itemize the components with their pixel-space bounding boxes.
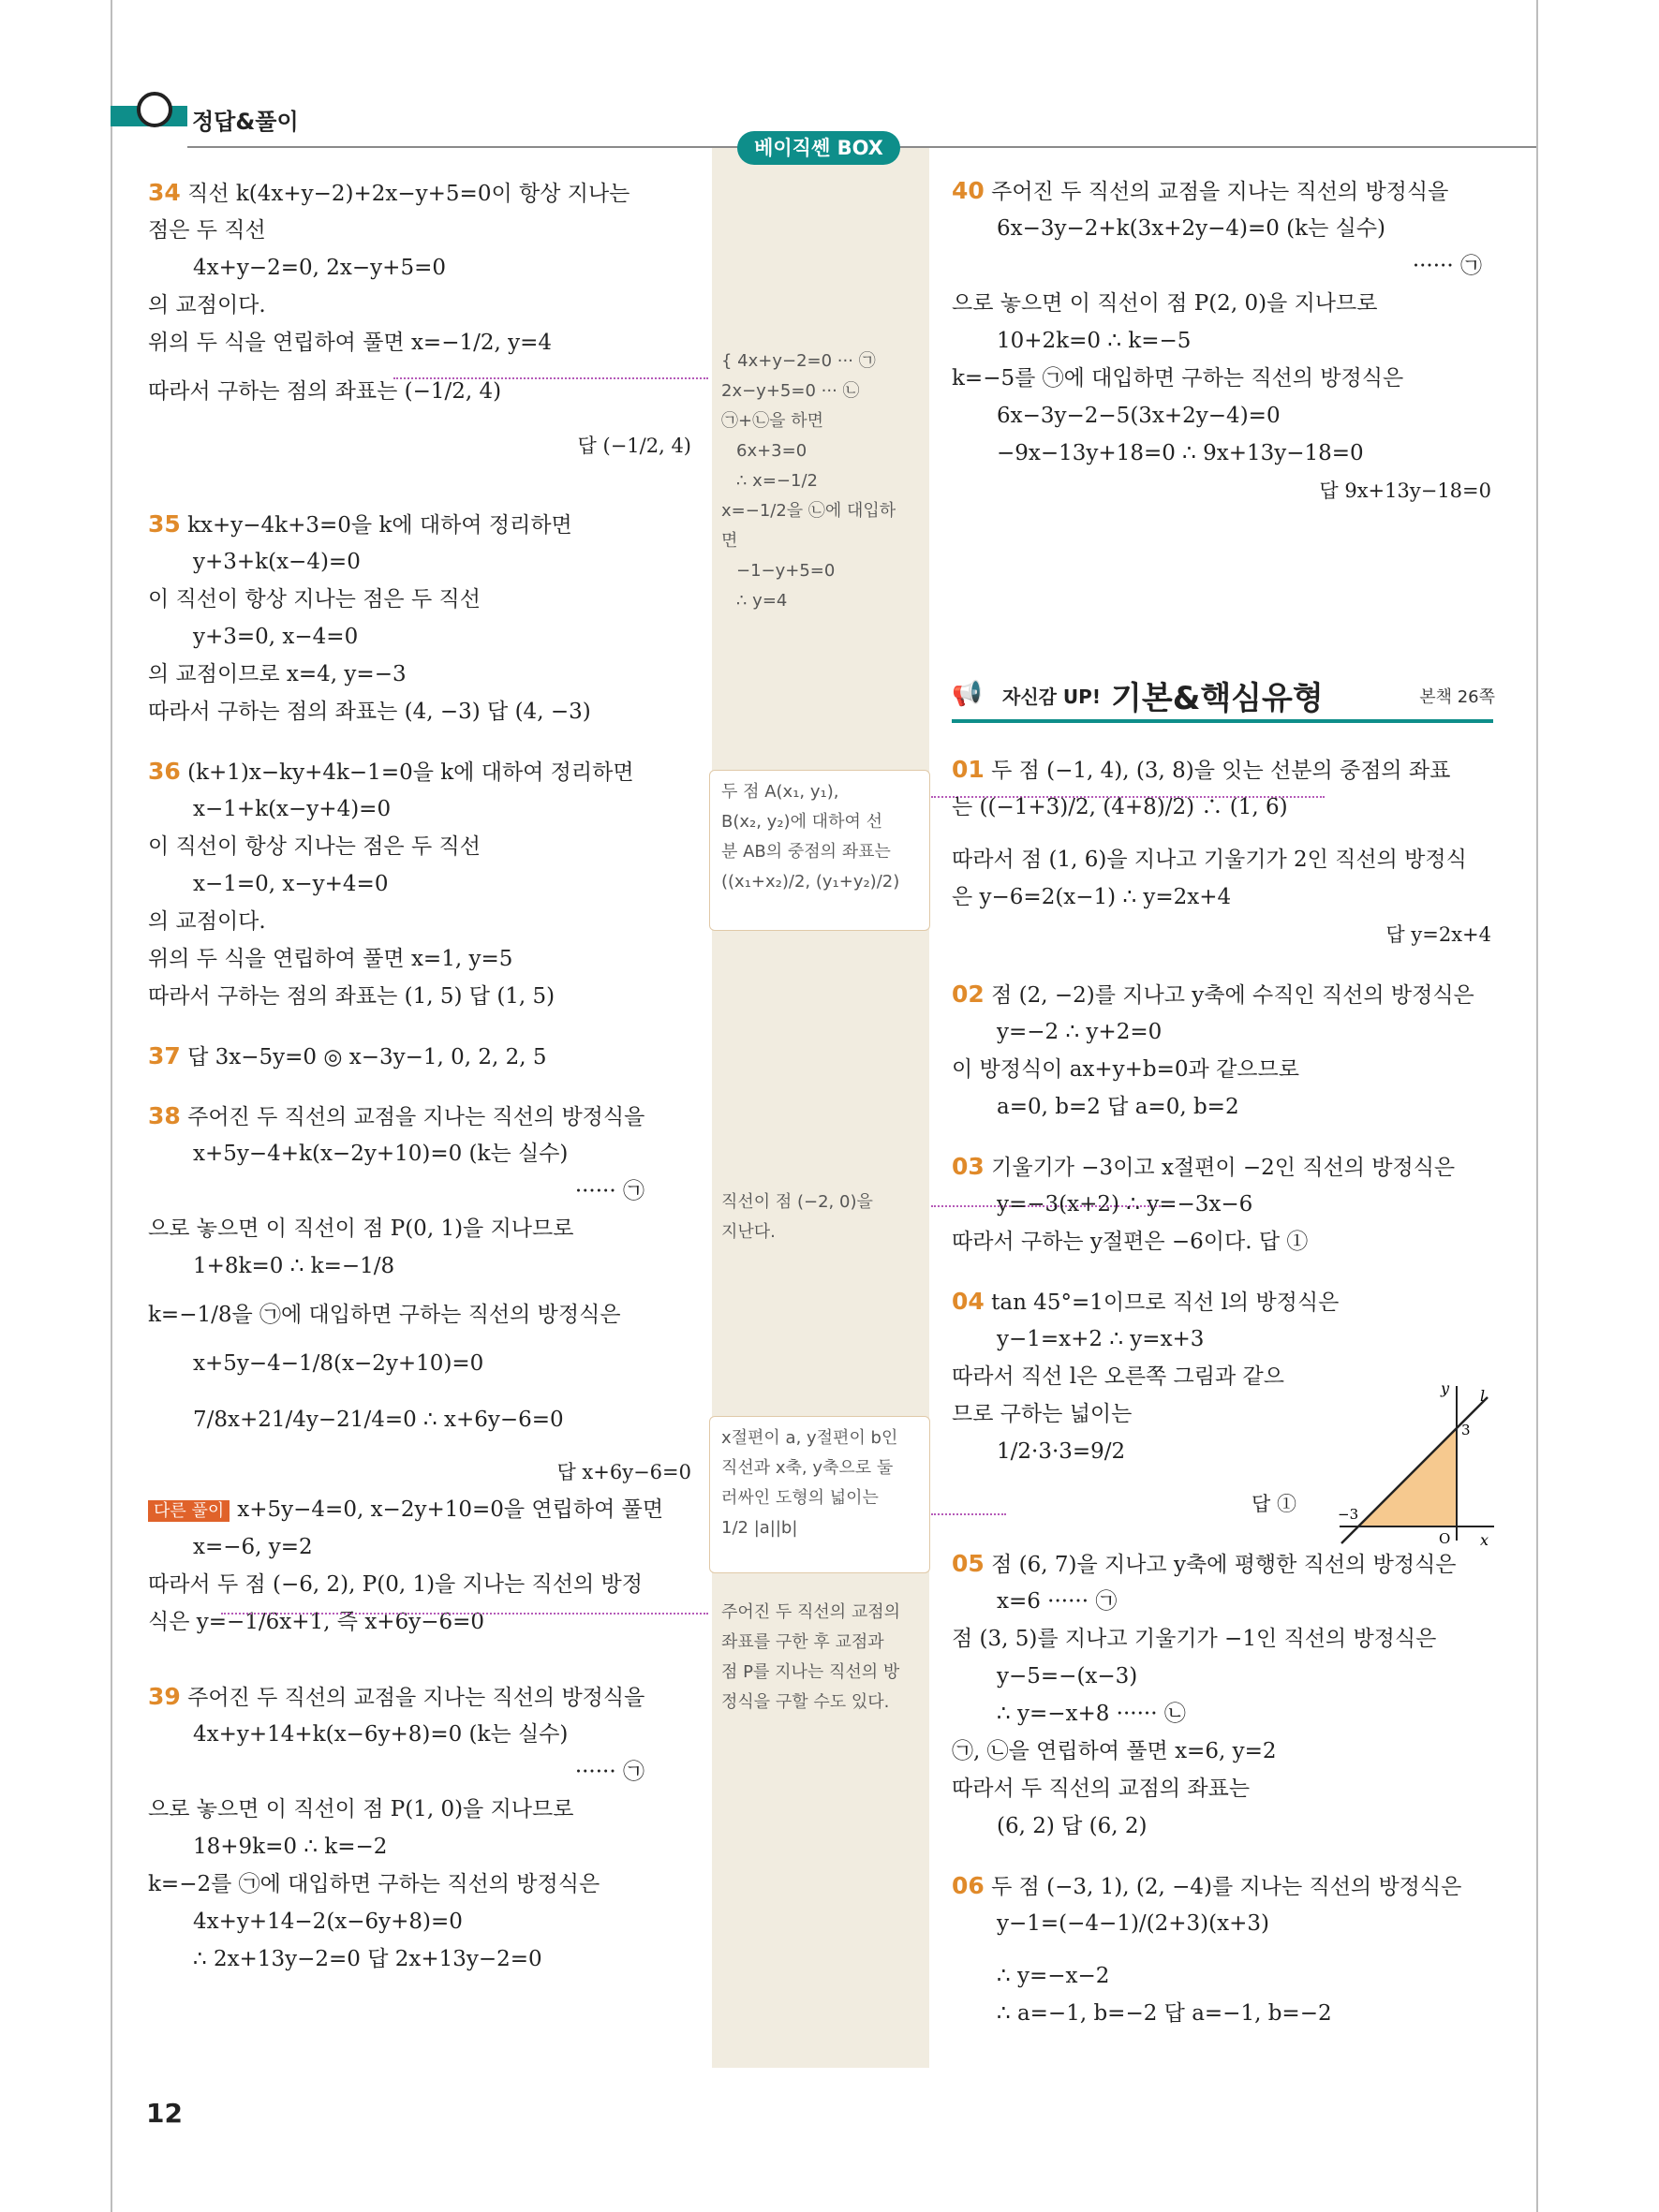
right-column-top [952, 172, 1491, 509]
p40-line: 6x−3y−2+k(3x+2y−4)=0 (k는 실수) [997, 216, 1386, 241]
q05-line: ㉠, ㉡을 연립하여 풀면 x=6, y=2 [952, 1739, 1277, 1763]
p34-line: 4x+y−2=0, 2x−y+5=0 [193, 256, 446, 280]
p40-answer: 답 9x+13y−18=0 [1319, 479, 1491, 502]
p38-line: 38 주어진 두 직선의 교점을 지나는 직선의 방정식을 [148, 1102, 645, 1129]
line-l-graph [1330, 1377, 1499, 1545]
q05-line: 따라서 두 직선의 교점의 좌표는 [952, 1777, 1251, 1801]
p40-line: ······ ㉠ [1412, 254, 1482, 278]
q03-line: 03 기울기가 −3이고 x절편이 −2인 직선의 방정식은 [952, 1153, 1456, 1180]
q04-line: 따라서 직선 l은 오른쪽 그림과 같으 [952, 1364, 1284, 1389]
p36-line: 36 (k+1)x−ky+4k−1=0을 k에 대하여 정리하면 [148, 758, 634, 785]
x-intercept-label: −3 [1338, 1506, 1359, 1523]
q04-line: 1/2·3·3=9/2 [997, 1439, 1126, 1464]
p38-line: x+5y−4−1/8(x−2y+10)=0 [193, 1351, 484, 1376]
q05-line: (6, 2) 답 (6, 2) [997, 1814, 1148, 1838]
p36-line: 따라서 구하는 점의 좌표는 (1, 5) 답 (1, 5) [148, 984, 555, 1009]
q01-line: 는 ((−1+3)/2, (4+8)/2) ∴ (1, 6) [952, 795, 1288, 819]
q04-answer: 답 ① [1252, 1493, 1296, 1515]
q01-line: 01 두 점 (−1, 4), (3, 8)을 잇는 선분의 중점의 좌표 [952, 756, 1451, 783]
q06-line: y−1=(−4−1)/(2+3)(x+3) [997, 1911, 1269, 1936]
problem-number: 02 [952, 981, 985, 1008]
p36-line: 위의 두 식을 연립하여 풀면 x=1, y=5 [148, 947, 513, 971]
section-ref: 본책 26쪽 [1419, 687, 1495, 707]
p35-line: 이 직선이 항상 지나는 점은 두 직선 [148, 587, 481, 612]
page-frame-right [1536, 0, 1538, 2212]
section-badge: 자신감 UP! [1002, 686, 1101, 708]
connector-34 [393, 377, 708, 379]
p39-line: ∴ 2x+13y−2=0 답 2x+13y−2=0 [193, 1947, 542, 1971]
megaphone-icon: 📢 [952, 680, 983, 708]
p35-line: y+3=0, x−4=0 [193, 625, 359, 649]
note-03: 직선이 점 (−2, 0)을 지난다. [721, 1192, 873, 1242]
q01-line: 따라서 점 (1, 6)을 지나고 기울기가 2인 직선의 방정식 [952, 848, 1467, 872]
q02-line: a=0, b=2 답 a=0, b=2 [997, 1095, 1239, 1119]
basic-box-tag: 베이직쎈 BOX [737, 131, 900, 165]
q05-line: ∴ y=−x+8 ······ ㉡ [997, 1702, 1186, 1726]
q03-line: y=−3(x+2) ∴ y=−3x−6 [997, 1192, 1253, 1217]
p39-line: 4x+y+14−2(x−6y+8)=0 [193, 1910, 463, 1934]
page-number: 12 [146, 2098, 183, 2129]
q01-answer: 답 y=2x+4 [1385, 923, 1491, 946]
q06-line: 06 두 점 (−3, 1), (2, −4)를 지나는 직선의 방정식은 [952, 1872, 1462, 1899]
problem-number: 38 [148, 1102, 181, 1129]
problem-number: 04 [952, 1288, 985, 1315]
left-column [148, 174, 691, 1978]
q05-line: y−5=−(x−3) [997, 1664, 1138, 1688]
p34-line: 따라서 구하는 점의 좌표는 (−1/2, 4) [148, 379, 502, 404]
p40-line: 으로 놓으면 이 직선이 점 P(2, 0)을 지나므로 [952, 291, 1378, 316]
p40-line: 40 주어진 두 직선의 교점을 지나는 직선의 방정식을 [952, 177, 1449, 204]
section-title: 기본&핵심유형 [1111, 680, 1324, 717]
p39-line: ······ ㉠ [574, 1760, 644, 1784]
p35-line: y+3+k(x−4)=0 [193, 550, 361, 574]
alt-solution-tag: 다른 풀이 [148, 1500, 230, 1522]
line-label: l [1480, 1387, 1486, 1405]
origin-label: O [1439, 1530, 1451, 1545]
p34-answer: 답 (−1/2, 4) [577, 435, 691, 457]
alt38-line: 따라서 두 점 (−6, 2), P(0, 1)을 지나는 직선의 방정 [148, 1572, 643, 1597]
page-frame-left [111, 0, 112, 2212]
q02-line: y=−2 ∴ y+2=0 [997, 1020, 1163, 1044]
p34-line: 점은 두 직선 [148, 218, 266, 243]
p35-line: 따라서 구하는 점의 좌표는 (4, −3) 답 (4, −3) [148, 700, 591, 724]
p39-line: 4x+y+14+k(x−6y+8)=0 (k는 실수) [193, 1722, 569, 1747]
problem-number: 36 [148, 758, 181, 785]
p39-line: 으로 놓으면 이 직선이 점 P(1, 0)을 지나므로 [148, 1797, 574, 1821]
clock-icon [137, 92, 172, 127]
q04-line: 므로 구하는 넓이는 [952, 1402, 1133, 1426]
q05-line: 05 점 (6, 7)을 지나고 y축에 평행한 직선의 방정식은 [952, 1550, 1457, 1577]
p36-line: x−1=0, x−y+4=0 [193, 872, 389, 896]
q05-line: x=6 ······ ㉠ [997, 1589, 1118, 1614]
problem-number: 06 [952, 1872, 985, 1899]
q04-line: 04 tan 45°=1이므로 직선 l의 방정식은 [952, 1288, 1340, 1315]
p40-line: 10+2k=0 ∴ k=−5 [997, 329, 1192, 353]
q04-line: y−1=x+2 ∴ y=x+3 [997, 1327, 1205, 1351]
problem-number: 39 [148, 1683, 181, 1710]
p35-line: 의 교점이므로 x=4, y=−3 [148, 662, 407, 686]
p39-line: 18+9k=0 ∴ k=−2 [193, 1835, 388, 1859]
alt38-line: x=−6, y=2 [193, 1535, 313, 1559]
section-rule [952, 719, 1493, 723]
x-axis-label: x [1480, 1531, 1489, 1545]
p36-line: 이 직선이 항상 지나는 점은 두 직선 [148, 834, 481, 859]
p39-line: 39 주어진 두 직선의 교점을 지나는 직선의 방정식을 [148, 1683, 645, 1710]
p36-line: x−1+k(x−y+4)=0 [193, 797, 392, 821]
p38-line: ······ ㉠ [574, 1179, 644, 1203]
q06-line: ∴ a=−1, b=−2 답 a=−1, b=−2 [997, 2001, 1332, 2026]
note-34: { 4x+y−2=0 ··· ㉠ 2x−y+5=0 ··· ㉡ ㉠+㉡을 하면 6x+3=0 ∴ x=−1/2 x=−1/2을 ㉡에 대입하 면 −1−y+5=0 ∴ y=4 [721, 351, 896, 611]
p38-line: x+5y−4+k(x−2y+10)=0 (k는 실수) [193, 1142, 569, 1166]
alt38-line: 식은 y=−1/6x+1, 즉 x+6y−6=0 [148, 1610, 485, 1634]
p38-answer: 답 x+6y−6=0 [556, 1461, 691, 1483]
connector-alt [221, 1613, 708, 1615]
note-midpoint: 두 점 A(x₁, y₁), B(x₂, y₂)에 대하여 선 분 AB의 중점의 좌표는 ((x₁+x₂)/2, (y₁+y₂)/2) [721, 782, 900, 892]
p38-line: k=−1/8을 ㉠에 대입하면 구하는 직선의 방정식은 [148, 1303, 621, 1327]
p40-line: −9x−13y+18=0 ∴ 9x+13y−18=0 [997, 441, 1364, 465]
y-axis-label: y [1441, 1379, 1450, 1397]
note-area: x절편이 a, y절편이 b인 직선과 x축, y축으로 둘 러싸인 도형의 넓이는 1/2 |a||b| [721, 1428, 898, 1538]
p34-line: 34 직선 k(4x+y−2)+2x−y+5=0이 항상 지나는 [148, 179, 630, 206]
p38-line: 으로 놓으면 이 직선이 점 P(0, 1)을 지나므로 [148, 1217, 574, 1241]
q05-line: 점 (3, 5)를 지나고 기울기가 −1인 직선의 방정식은 [952, 1627, 1437, 1651]
y-intercept-label: 3 [1461, 1422, 1471, 1438]
p34-line: 위의 두 식을 연립하여 풀면 x=−1/2, y=4 [148, 331, 553, 355]
p36-line: 의 교점이다. [148, 909, 266, 934]
p34-line: 의 교점이다. [148, 293, 266, 317]
p35-line: 35 kx+y−4k+3=0을 k에 대하여 정리하면 [148, 510, 572, 538]
p37-line: 37 답 3x−5y=0 ◎ x−3y−1, 0, 2, 2, 5 [148, 1042, 547, 1069]
alt38-line: 다른 풀이 x+5y−4=0, x−2y+10=0을 연립하여 풀면 [148, 1491, 691, 1528]
q02-line: 02 점 (2, −2)를 지나고 y축에 수직인 직선의 방정식은 [952, 981, 1474, 1008]
problem-number: 05 [952, 1550, 985, 1577]
problem-number: 40 [952, 177, 985, 204]
p38-line: 1+8k=0 ∴ k=−1/8 [193, 1254, 395, 1278]
section-header [952, 667, 1495, 721]
p40-line: k=−5를 ㉠에 대입하면 구하는 직선의 방정식은 [952, 366, 1404, 391]
page-title: 정답&풀이 [192, 109, 299, 135]
q01-line: 은 y−6=2(x−1) ∴ y=2x+4 [952, 885, 1232, 909]
problem-number: 34 [148, 179, 181, 206]
q03-line: 따라서 구하는 y절편은 −6이다. 답 ① [952, 1230, 1309, 1254]
problem-number: 01 [952, 756, 985, 783]
q06-line: ∴ y=−x−2 [997, 1964, 1110, 1988]
problem-number: 03 [952, 1153, 985, 1180]
problem-number: 37 [148, 1042, 181, 1069]
q02-line: 이 방정식이 ax+y+b=0과 같으므로 [952, 1057, 1299, 1082]
note-alt: 주어진 두 직선의 교점의 좌표를 구한 후 교점과 점 P를 지나는 직선의 방 정식을 구할 수도 있다. [721, 1602, 901, 1712]
problem-number: 35 [148, 510, 181, 538]
p40-line: 6x−3y−2−5(3x+2y−4)=0 [997, 404, 1281, 428]
p39-line: k=−2를 ㉠에 대입하면 구하는 직선의 방정식은 [148, 1872, 600, 1896]
p38-line: 7/8x+21/4y−21/4=0 ∴ x+6y−6=0 [193, 1408, 564, 1432]
